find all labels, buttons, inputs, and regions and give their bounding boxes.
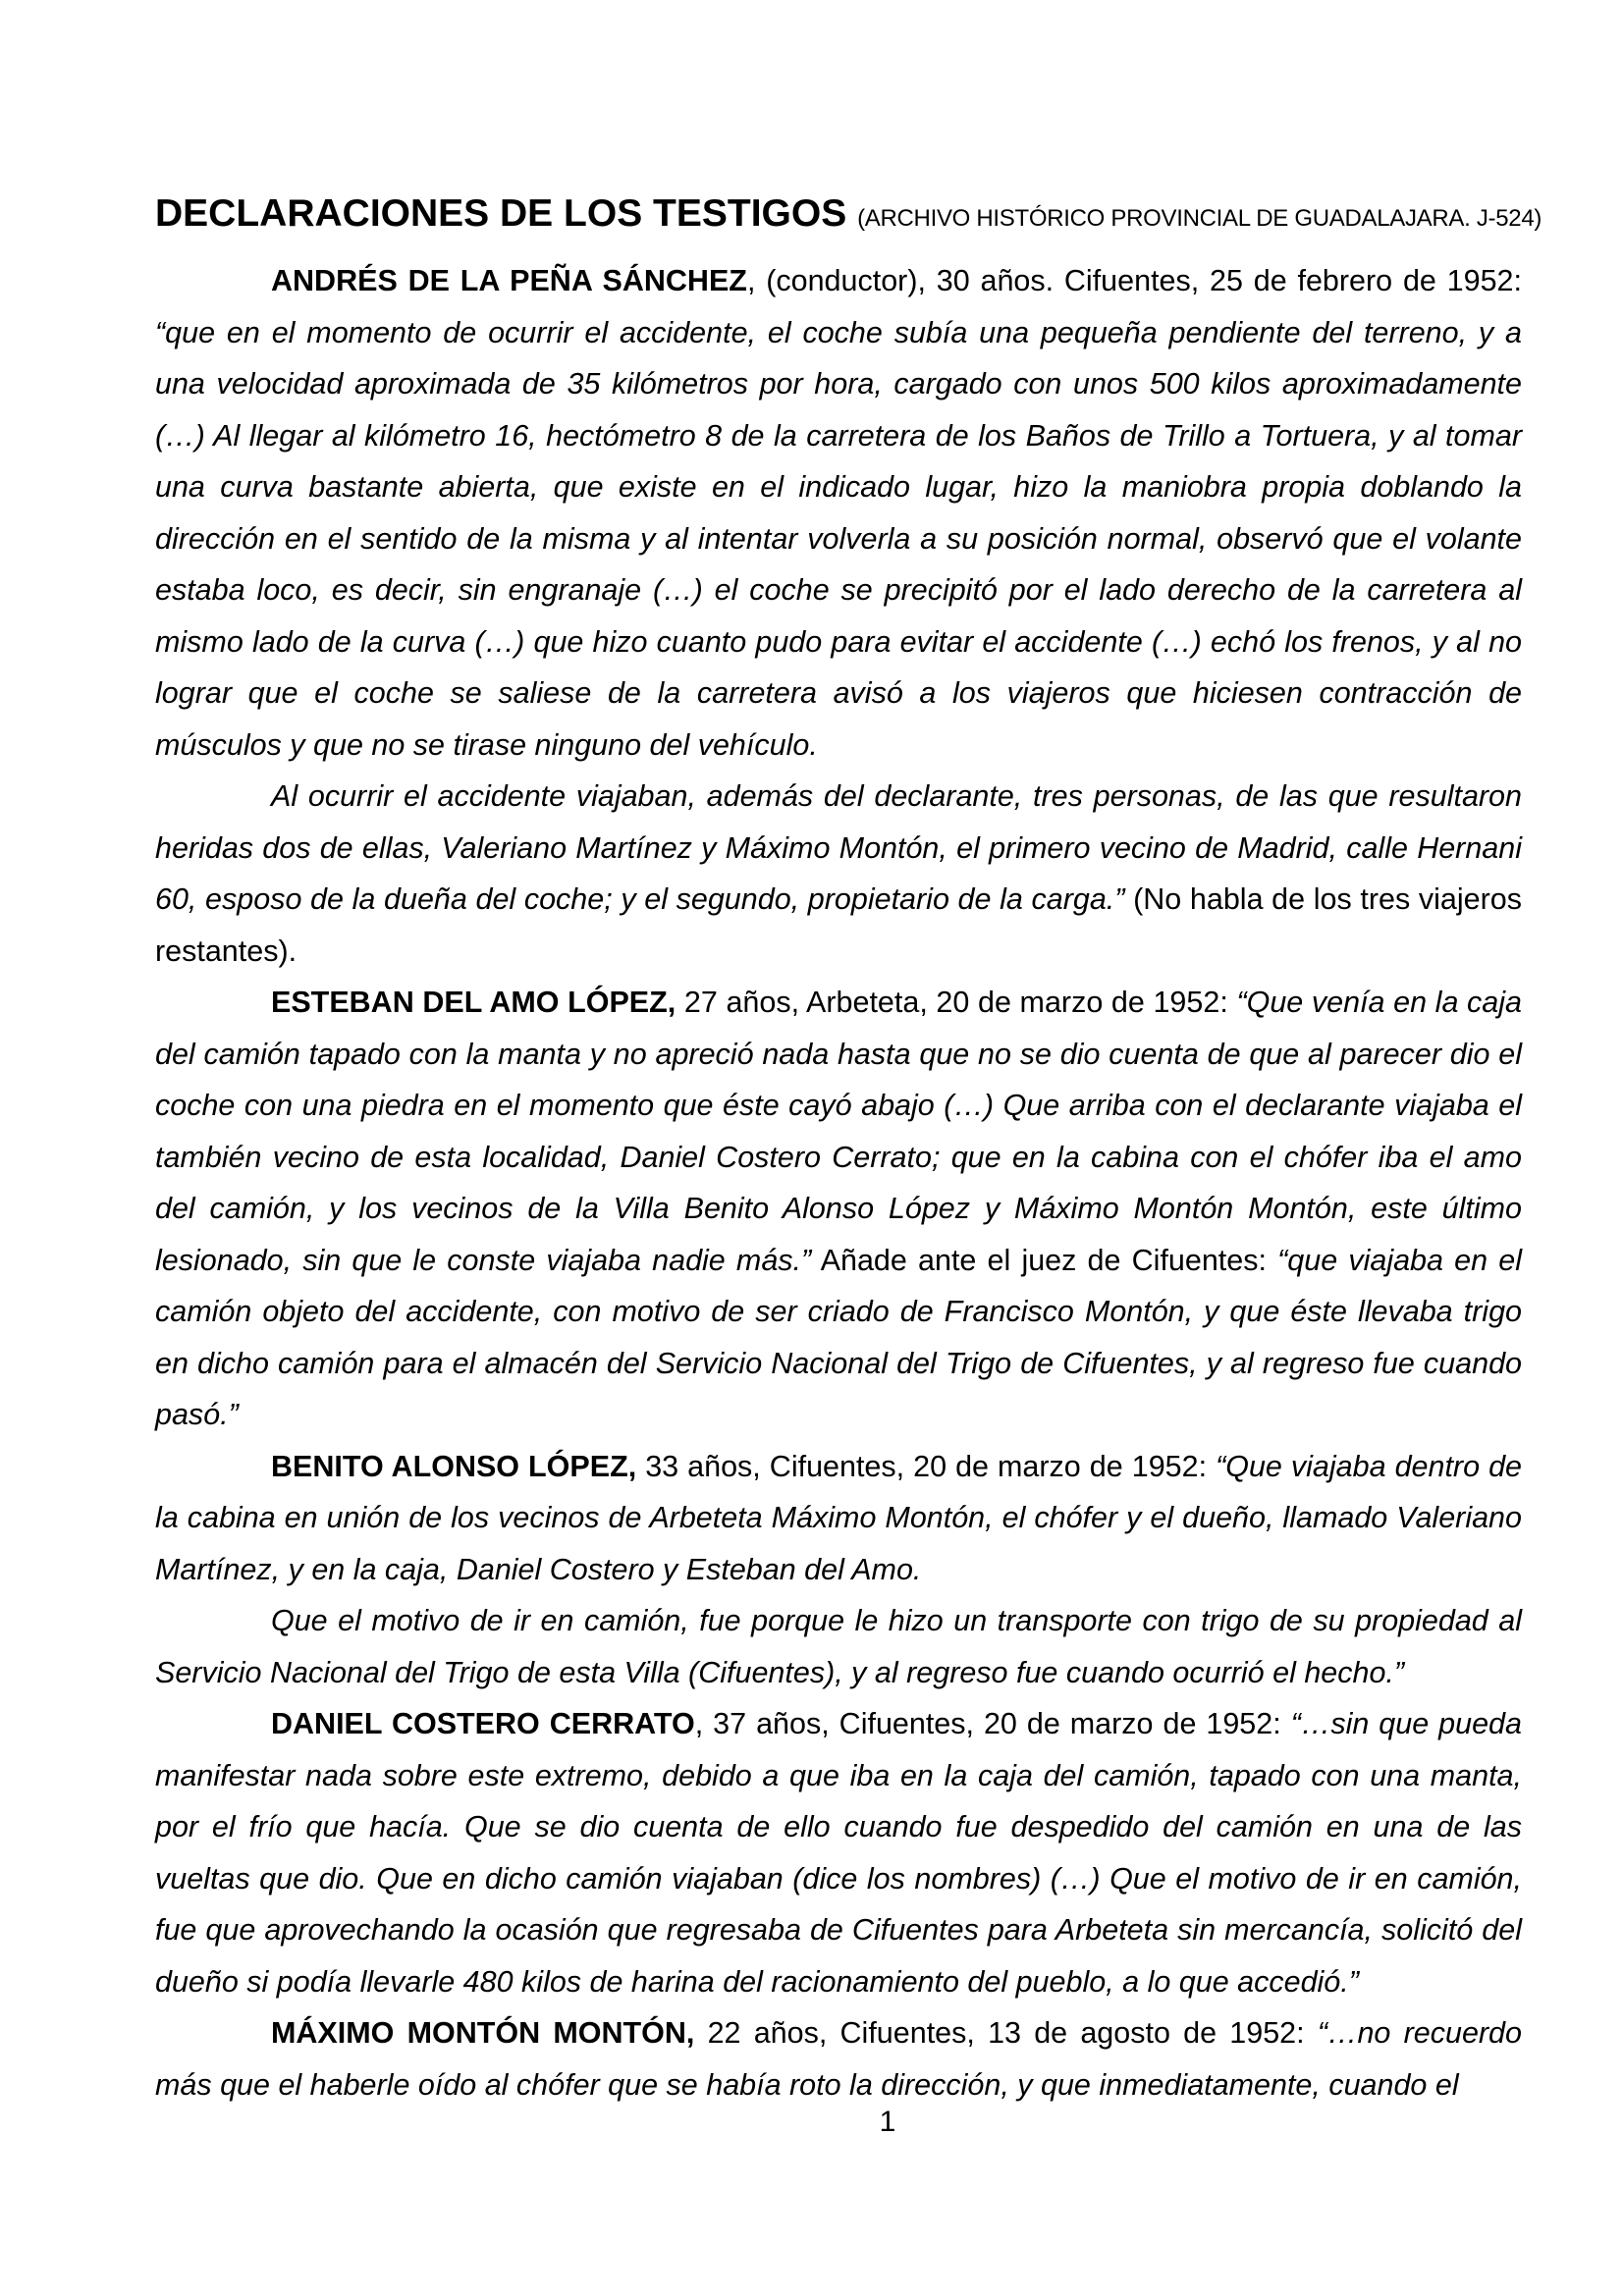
narrative-text: , (conductor), 30 años. Cifuentes, 25 de febrero de 1952: [746, 264, 1522, 297]
paragraph [155, 771, 1522, 977]
page-number: 1 [879, 2106, 896, 2138]
narrative-text: 27 años, Arbeteta, 20 de marzo de 1952: [676, 986, 1237, 1019]
witness-name: ESTEBAN DEL AMO LÓPEZ, [271, 986, 676, 1019]
narrative-text: (No habla de los tres viajeros restantes). [155, 882, 1522, 968]
testimony-quote: “Que venía en la caja del camión tapado con la manta y no apreció nada hasta que no se dio cuenta de que al parecer dio el coche con una piedra en el momento que éste cayó abajo (…) Que arriba con el declarante viajaba el también vecino de esta localidad, Daniel Costero Cerrato; que en la cabina con el chófer iba el amo del camión, y los vecinos de la Villa Benito Alonso López y Máximo Montón Montón, este último lesionado, sin que le conste viajaba nadie más.” [155, 986, 1523, 1277]
paragraph [155, 977, 1522, 1441]
narrative-text: 33 años, Cifuentes, 20 de marzo de 1952: [636, 1449, 1217, 1483]
witness-name: ANDRÉS DE LA PEÑA SÁNCHEZ [271, 264, 747, 297]
testimony-quote: Al ocurrir el accidente viajaban, además del declarante, tres personas, de las que resultaron heridas dos de ellas, Valeriano Martínez y Máximo Montón, el primero vecino de Madrid, calle Hernani 60, esposo de la dueña del coche; y el segundo, propietario de la carga.” [155, 779, 1522, 916]
title-note: (ARCHIVO HISTÓRICO PROVINCIAL DE GUADALAJARA. J-524) [857, 205, 1542, 232]
title-main: DECLARACIONES DE LOS TESTIGOS [155, 192, 847, 235]
paragraph [155, 1698, 1522, 2007]
testimony-quote: Que el motivo de ir en camión, fue porque le hizo un transporte con trigo de su propiedad al Servicio Nacional del Trigo de esta Villa (Cifuentes), y al regreso fue cuando ocurrió el hecho.” [155, 1604, 1522, 1689]
testimony-quote: “que viajaba en el camión objeto del accidente, con motivo de ser criado de Francisco Montón, y que éste llevaba trigo en dicho camión para el almacén del Servicio Nacional del Trigo de Cifuentes, y al regreso fue cuando pasó.” [155, 1243, 1522, 1431]
paragraph [155, 1595, 1522, 1698]
testimony-quote: “que en el momento de ocurrir el accidente, el coche subía una pequeña pendiente del terreno, y a una velocidad aproximada de 35 kilómetros por hora, cargado con unos 500 kilos aproximadamente (…) Al llegar al kilómetro 16, hectómetro 8 de la carretera de los Baños de Trillo a Tortuera, y al tomar una curva bastante abierta, que existe en el indicado lugar, hizo la maniobra propia doblando la dirección en el sentido de la misma y al intentar volverla a su posición normal, observó que el volante estaba loco, es decir, sin engranaje (…) el coche se precipitó por el lado derecho de la carretera al mismo lado de la curva (…) que hizo cuanto pudo para evitar el accidente (…) echó los frenos, y al no lograr que el coche se saliese de la carretera avisó a los viajeros que hiciesen contracción de músculos y que no se tirase ninguno del vehículo. [155, 315, 1522, 762]
witness-name: MÁXIMO MONTÓN MONTÓN, [271, 2016, 695, 2050]
document-body [155, 255, 1522, 2110]
witness-name: DANIEL COSTERO CERRATO [271, 1707, 695, 1740]
testimony-quote: “…sin que pueda manifestar nada sobre este extremo, debido a que iba en la caja del camión, tapado con una manta, por el frío que hacía. Que se dio cuenta de ello cuando fue despedido del camión en una de las vueltas que dio. Que en dicho camión viajaban (dice los nombres) (…) Que el motivo de ir en camión, fue que aprovechando la ocasión que regresaba de Cifuentes para Arbeteta sin mercancía, solicitó del dueño si podía llevarle 480 kilos de harina del racionamiento del pueblo, a lo que accedió.” [155, 1707, 1522, 1999]
narrative-text: 22 años, Cifuentes, 13 de agosto de 1952: [694, 2016, 1318, 2050]
testimony-quote: “…no recuerdo más que el haberle oído al chófer que se había roto la dirección, y que inmediatamente, cuando el [155, 2016, 1522, 2102]
paragraph [155, 255, 1522, 771]
document-content [155, 0, 1542, 2110]
narrative-text: , 37 años, Cifuentes, 20 de marzo de 1952: [694, 1707, 1291, 1740]
paragraph [155, 2007, 1522, 2110]
narrative-text: Añade ante el juez de Cifuentes: [811, 1243, 1278, 1277]
witness-name: BENITO ALONSO LÓPEZ, [271, 1449, 637, 1483]
testimony-quote: “Que viajaba dentro de la cabina en unión de los vecinos de Arbeteta Máximo Montón, el chófer y el dueño, llamado Valeriano Martínez, y en la caja, Daniel Costero y Esteban del Amo. [155, 1449, 1522, 1586]
document-title [155, 0, 1542, 240]
paragraph [155, 1441, 1522, 1596]
